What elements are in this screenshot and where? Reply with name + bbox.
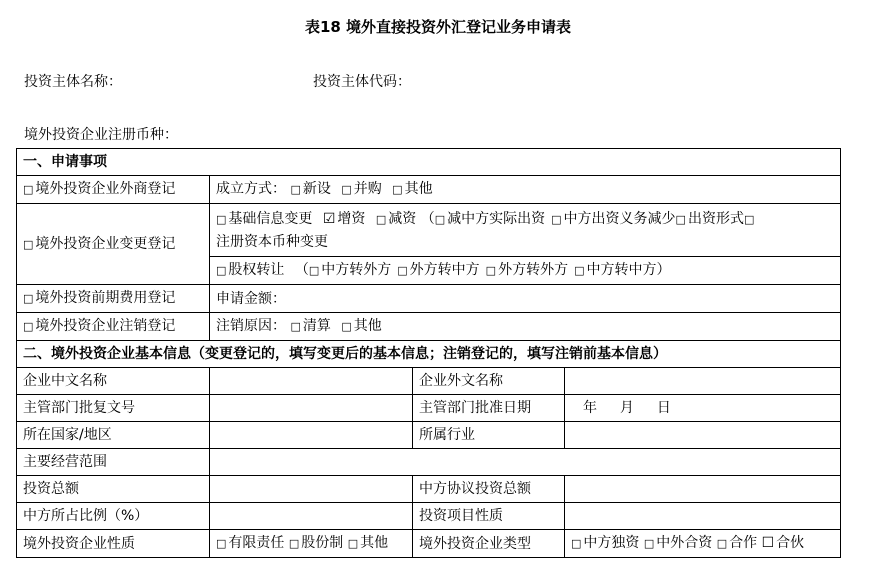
cancel-reason-cell [210, 313, 841, 341]
checkbox-icon[interactable]: □ [290, 320, 301, 333]
option-capital-increase: 增资 [337, 210, 366, 227]
scope-row [17, 449, 841, 476]
paren-close: ） [656, 262, 671, 278]
checkbox-icon[interactable]: □ [288, 537, 300, 550]
checkbox-icon[interactable]: □ [341, 320, 352, 333]
industry-input[interactable] [565, 422, 841, 449]
enterprise-type-label: 境外投资企业类型 [413, 530, 565, 558]
option-limited-liability: 有限责任 [228, 535, 285, 551]
industry-label: 所属行业 [413, 422, 565, 449]
change-reg-cell[interactable] [17, 204, 210, 285]
checkbox-checked-icon[interactable]: ☑ [322, 210, 336, 227]
checkbox-icon[interactable]: □ [23, 183, 34, 196]
apply-amount-cell[interactable] [210, 285, 841, 313]
option-nature-other: 其他 [360, 535, 389, 551]
option-basic-info-change: 基础信息变更 [228, 210, 313, 227]
checkbox-icon[interactable]: □ [571, 537, 582, 550]
option-cn-to-foreign: 中方转外方 [321, 262, 392, 278]
section1-title: 一、申请事项 [17, 149, 841, 176]
approval-date-label: 主管部门批准日期 [413, 395, 565, 422]
foreign-reg-label: 境外投资企业外商登记 [35, 181, 176, 197]
checkbox-icon[interactable]: □ [551, 212, 562, 226]
enterprise-nature-label: 境外投资企业性质 [17, 530, 210, 558]
checkbox-icon[interactable]: □ [308, 264, 320, 277]
foreign-name-label: 企业外文名称 [413, 368, 565, 395]
option-merger: 并购 [353, 181, 382, 197]
checkbox-icon[interactable]: □ [397, 264, 408, 277]
cancel-reg-label: 境外投资企业注销登记 [35, 318, 176, 334]
cn-name-input[interactable] [210, 368, 413, 395]
approval-row [17, 395, 841, 422]
option-joint-stock: 股份制 [301, 535, 344, 551]
ratio-row [17, 503, 841, 530]
checkbox-icon[interactable]: □ [574, 264, 585, 277]
country-label: 所在国家/地区 [17, 422, 210, 449]
foreign-name-input[interactable] [565, 368, 841, 395]
change-reg-row-1 [17, 204, 841, 257]
checkbox-icon[interactable]: □ [392, 183, 403, 196]
change-reg-label: 境外投资企业变更登记 [35, 235, 176, 252]
section2-header-row [17, 341, 841, 368]
paren-open: （ [294, 262, 309, 278]
scope-label: 主要经营范围 [17, 449, 210, 476]
approval-date-input[interactable] [565, 395, 841, 422]
approval-no-input[interactable] [210, 395, 413, 422]
checkbox-icon[interactable]: □ [643, 537, 655, 550]
change-reg-options-1 [210, 204, 841, 257]
approval-no-label: 主管部门批复文号 [17, 395, 210, 422]
establish-method-label: 成立方式： [216, 181, 286, 197]
option-foreign-to-foreign: 外方转外方 [498, 262, 569, 278]
nature-row [17, 530, 841, 558]
foreign-reg-row [17, 176, 841, 204]
option-reduce-obligation: 中方出资义务减少 [563, 210, 676, 227]
option-foreign-to-cn: 外方转中方 [409, 262, 480, 278]
cn-ratio-input[interactable] [210, 503, 413, 530]
prelim-reg-row [17, 285, 841, 313]
cancel-reg-row [17, 313, 841, 341]
checkbox-icon[interactable]: □ [743, 212, 755, 226]
total-investment-input[interactable] [210, 476, 413, 503]
paren-open: （ [420, 210, 435, 227]
apply-amount-label: 申请金额： [216, 290, 286, 307]
prelim-reg-cell[interactable] [17, 285, 210, 313]
checkbox-icon[interactable]: □ [23, 292, 34, 305]
cn-agreed-total-input[interactable] [565, 476, 841, 503]
total-investment-label: 投资总额 [17, 476, 210, 503]
checkbox-icon[interactable]: □ [716, 537, 728, 550]
checkbox-icon[interactable]: □ [23, 237, 34, 251]
section2-title: 二、境外投资企业基本信息（变更登记的，填写变更后的基本信息；注销登记的，填写注销前基本信息） [17, 341, 841, 368]
option-joint-venture: 中外合资 [656, 535, 713, 551]
option-currency-change: 注册资本币种变更 [216, 233, 328, 250]
checkbox-icon[interactable]: □ [434, 212, 446, 226]
page-title: 表18 境外直接投资外汇登记业务申请表 [304, 18, 572, 36]
prelim-reg-label: 境外投资前期费用登记 [35, 290, 176, 306]
option-cn-to-cn: 中方转中方 [586, 262, 657, 278]
checkbox-icon[interactable]: □ [216, 212, 227, 226]
country-input[interactable] [210, 422, 413, 449]
foreign-reg-options [210, 176, 841, 204]
option-other: 其他 [404, 181, 433, 197]
investment-row [17, 476, 841, 503]
checkbox-icon[interactable]: □ [216, 264, 227, 277]
checkbox-icon[interactable]: □ [485, 264, 497, 277]
checkbox-icon[interactable]: □ [216, 537, 227, 550]
option-partnership: 合伙 [776, 535, 805, 551]
cancel-reg-cell[interactable] [17, 313, 210, 341]
cn-agreed-total-label: 中方协议投资总额 [413, 476, 565, 503]
entity-code-label: 投资主体代码： [313, 74, 411, 90]
entity-name-label: 投资主体名称： [24, 74, 122, 90]
checkbox-icon[interactable]: ☐ [761, 535, 775, 551]
checkbox-icon[interactable]: □ [675, 212, 686, 226]
cancel-reason-label: 注销原因： [216, 318, 286, 334]
option-new: 新设 [302, 181, 331, 197]
enterprise-nature-options [210, 530, 413, 558]
option-liquidation: 清算 [302, 318, 331, 334]
option-capital-decrease: 减资 [388, 210, 417, 227]
cn-name-label: 企业中文名称 [17, 368, 210, 395]
section1-header-row [17, 149, 841, 176]
application-form-table [16, 148, 841, 558]
checkbox-icon[interactable]: □ [23, 320, 34, 333]
enterprise-type-options [565, 530, 841, 558]
project-nature-input[interactable] [565, 503, 841, 530]
scope-input[interactable] [210, 449, 841, 476]
checkbox-icon[interactable]: □ [290, 183, 301, 196]
option-cn-sole: 中方独资 [583, 535, 640, 551]
option-reduce-actual-contribution: 减中方实际出资 [447, 210, 546, 227]
date-year: 年 [583, 400, 597, 416]
option-cooperation: 合作 [729, 535, 758, 551]
option-cancel-other: 其他 [353, 318, 382, 334]
date-day: 日 [656, 400, 671, 416]
currency-label: 境外投资企业注册币种： [24, 127, 178, 143]
name-row [17, 368, 841, 395]
checkbox-icon[interactable]: □ [347, 537, 359, 550]
checkbox-icon[interactable]: □ [341, 183, 352, 196]
checkbox-icon[interactable]: □ [375, 212, 387, 226]
cn-ratio-label: 中方所占比例（%） [17, 503, 210, 530]
option-contribution-form: 出资形式 [687, 210, 744, 227]
date-month: 月 [619, 400, 634, 416]
option-equity-transfer: 股权转让 [228, 262, 285, 278]
project-nature-label: 投资项目性质 [413, 503, 565, 530]
change-reg-options-2 [210, 257, 841, 285]
foreign-reg-cell[interactable] [17, 176, 210, 204]
country-row [17, 422, 841, 449]
